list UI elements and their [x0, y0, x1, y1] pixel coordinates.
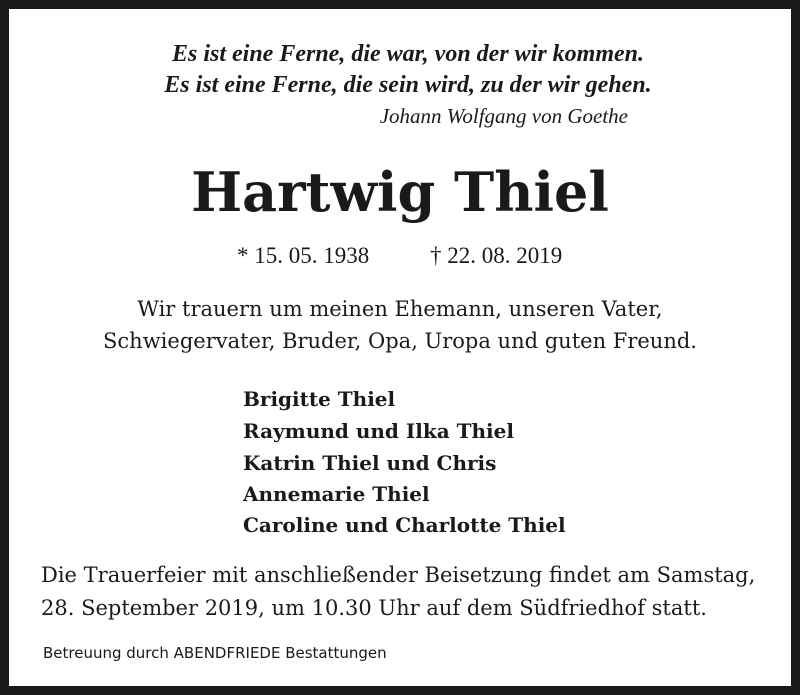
mourner-name: Caroline und Charlotte Thiel — [243, 513, 566, 537]
mourning-text-line-2: Schwiegervater, Bruder, Opa, Uropa und guten Freund. — [103, 329, 697, 353]
mourner-name: Brigitte Thiel — [243, 387, 396, 411]
mourner-name: Annemarie Thiel — [243, 482, 430, 506]
birth-date: * 15. 05. 1938 — [237, 243, 370, 268]
deceased-name: Hartwig Thiel — [191, 160, 609, 224]
death-date: † 22. 08. 2019 — [430, 243, 563, 268]
funeral-home-credit: Betreuung durch ABENDFRIEDE Bestattungen — [43, 644, 387, 662]
mourner-name: Raymund und Ilka Thiel — [243, 419, 514, 443]
ceremony-text-line-2: 28. September 2019, um 10.30 Uhr auf dem Südfriedhof statt. — [41, 596, 707, 620]
quote-line-1: Es ist eine Ferne, die war, von der wir kommen. — [171, 41, 645, 67]
quote-author: Johann Wolfgang von Goethe — [379, 104, 628, 128]
mourning-text-line-1: Wir trauern um meinen Ehemann, unseren Vater, — [137, 297, 663, 321]
ceremony-text-line-1: Die Trauerfeier mit anschließender Beisetzung findet am Samstag, — [41, 563, 756, 587]
mourner-name: Katrin Thiel und Chris — [243, 451, 497, 475]
quote-line-2: Es ist eine Ferne, die sein wird, zu der wir gehen. — [164, 72, 652, 98]
